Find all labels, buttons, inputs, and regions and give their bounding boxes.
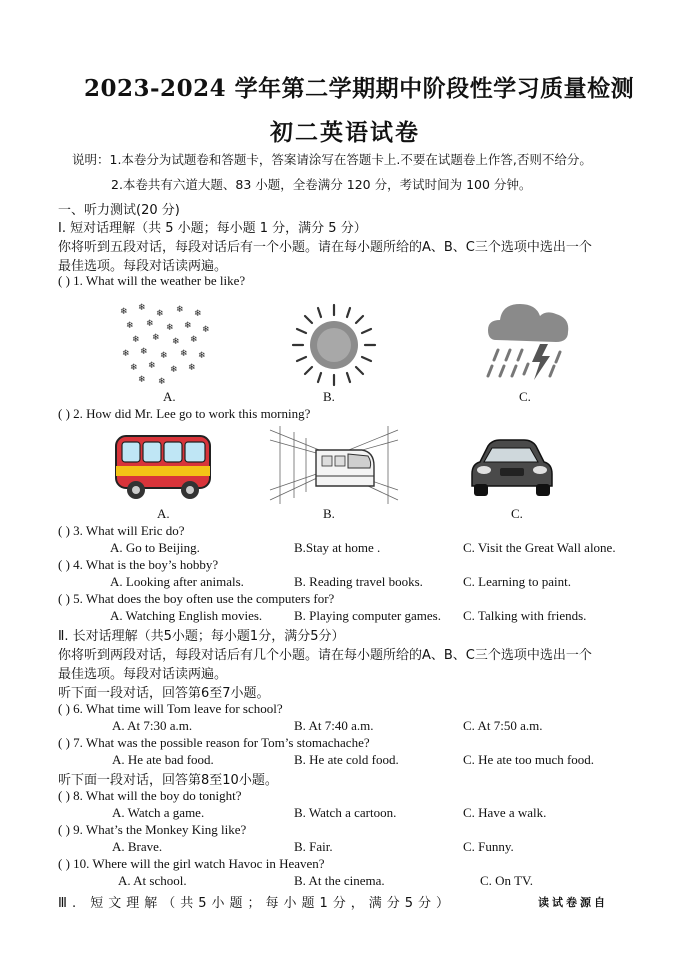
answer-blank[interactable]: ( ) (58, 406, 70, 421)
question-10 (58, 856, 325, 872)
answer-blank[interactable]: ( ) (58, 856, 70, 871)
q4-option-c: C. Learning to paint. (463, 574, 571, 589)
exam-note-2: 2.本卷共有六道大题、83 小题，全卷满分 120 分，考试时间为 100 分钟。 (111, 177, 532, 192)
svg-text:❄: ❄ (140, 347, 148, 357)
svg-text:❄: ❄ (126, 321, 134, 331)
answer-blank[interactable]: ( ) (58, 523, 70, 538)
q10-option-b: B. At the cinema. (294, 873, 385, 888)
exam-note-1: 说明：1.本卷分为试题卷和答题卡，答案请涂写在答题卡上.不要在试题卷上作答,否则不给分。 (72, 152, 592, 167)
q4-option-a: A. Looking after animals. (110, 574, 244, 589)
rain-cloud-image (484, 296, 574, 386)
cutoff-text: 读试卷源自 (538, 896, 608, 909)
svg-text:❄: ❄ (152, 333, 160, 343)
q9-option-b: B. Fair. (294, 839, 333, 854)
svg-text:❄: ❄ (202, 325, 210, 335)
q2-option-c-label: C. (511, 506, 523, 521)
bus-image (112, 430, 214, 502)
q7-option-a: A. He ate bad food. (112, 752, 214, 767)
snowflakes-image (118, 304, 208, 386)
exam-subtitle: 初二英语试卷 (270, 119, 420, 146)
question-8 (58, 788, 242, 804)
svg-text:❄: ❄ (148, 361, 156, 371)
q6-option-a: A. At 7:30 a.m. (112, 718, 193, 733)
svg-text:❄: ❄ (172, 337, 180, 347)
question-9 (58, 822, 246, 838)
part3-heading: Ⅲ. 短文理解（共5小题；每小题1分，满分5分） (58, 896, 455, 911)
svg-text:❄: ❄ (166, 323, 174, 333)
q8-option-b: B. Watch a cartoon. (294, 805, 397, 820)
svg-text:❄: ❄ (170, 365, 178, 375)
part2-instruction-line1: 你将听到两段对话，每段对话后有几个小题。请在每小题所给的A、B、C三个选项中选出一个 (58, 648, 592, 663)
section-heading-listening: 一、听力测试(20 分) (58, 203, 180, 218)
q5-option-a: A. Watching English movies. (110, 608, 263, 623)
svg-text:❄: ❄ (132, 335, 140, 345)
svg-text:❄: ❄ (158, 377, 166, 387)
q7-option-b: B. He ate cold food. (294, 752, 399, 767)
part2-instruction-line2: 最佳选项。每段对话读两遍。 (58, 667, 228, 682)
svg-text:❄: ❄ (138, 375, 146, 385)
svg-text:❄: ❄ (198, 351, 206, 361)
q7-option-c: C. He ate too much food. (463, 752, 595, 767)
q2-option-a-label: A. (157, 506, 170, 521)
svg-text:❄: ❄ (130, 363, 138, 373)
q10-option-c: C. On TV. (480, 873, 533, 888)
q3-option-b: B.Stay at home . (294, 540, 381, 555)
q3-option-c: C. Visit the Great Wall alone. (463, 540, 616, 555)
answer-blank[interactable]: ( ) (58, 557, 70, 572)
subway-train-image (270, 426, 398, 504)
answer-blank[interactable]: ( ) (58, 273, 70, 288)
question-5 (58, 591, 334, 607)
svg-text:❄: ❄ (184, 321, 192, 331)
question-1 (58, 273, 245, 289)
svg-text:❄: ❄ (156, 309, 164, 319)
part2-heading: Ⅱ. 长对话理解（共5小题；每小题1分，满分5分） (58, 629, 345, 644)
q9-option-c: C. Funny. (463, 839, 514, 854)
q10-option-a: A. At school. (118, 873, 187, 888)
question-6 (58, 701, 283, 717)
question-2 (58, 406, 310, 422)
svg-text:❄: ❄ (120, 307, 128, 317)
q9-option-a: A. Brave. (112, 839, 163, 854)
answer-blank[interactable]: ( ) (58, 788, 70, 803)
question-7 (58, 735, 370, 751)
q6-option-b: B. At 7:40 a.m. (294, 718, 374, 733)
dialog2-intro: 听下面一段对话，回答第8至10小题。 (58, 773, 278, 788)
question-text: 10. Where will the girl watch Havoc in Heaven? (73, 856, 325, 871)
svg-text:❄: ❄ (176, 305, 184, 315)
q1-option-a-label: A. (163, 389, 176, 404)
answer-blank[interactable]: ( ) (58, 822, 70, 837)
q8-option-c: C. Have a walk. (463, 805, 547, 820)
car-image (466, 434, 556, 500)
q1-option-b-label: B. (323, 389, 335, 404)
part1-instruction-line1: 你将听到五段对话，每段对话后有一个小题。请在每小题所给的A、B、C三个选项中选出一个 (58, 240, 592, 255)
exam-title: 2023-2024 学年第二学期期中阶段性学习质量检测 (84, 75, 635, 102)
q4-option-b: B. Reading travel books. (294, 574, 423, 589)
svg-text:❄: ❄ (146, 319, 154, 329)
question-text: 1. What will the weather be like? (73, 273, 246, 288)
answer-blank[interactable]: ( ) (58, 735, 70, 750)
question-text: 3. What will Eric do? (73, 523, 185, 538)
svg-text:❄: ❄ (188, 363, 196, 373)
svg-text:❄: ❄ (180, 349, 188, 359)
question-text: 5. What does the boy often use the computers for? (73, 591, 335, 606)
svg-text:❄: ❄ (160, 351, 168, 361)
question-text: 8. What will the boy do tonight? (73, 788, 242, 803)
dialog1-intro: 听下面一段对话，回答第6至7小题。 (58, 686, 270, 701)
q8-option-a: A. Watch a game. (112, 805, 205, 820)
question-text: 6. What time will Tom leave for school? (73, 701, 283, 716)
svg-text:❄: ❄ (122, 349, 130, 359)
q2-option-b-label: B. (323, 506, 335, 521)
svg-text:❄: ❄ (190, 335, 198, 345)
part1-instruction-line2: 最佳选项。每段对话读两遍。 (58, 259, 228, 274)
answer-blank[interactable]: ( ) (58, 701, 70, 716)
sun-image (289, 304, 379, 386)
question-text: 9. What’s the Monkey King like? (73, 822, 247, 837)
question-3 (58, 523, 184, 539)
q6-option-c: C. At 7:50 a.m. (463, 718, 543, 733)
q1-option-c-label: C. (519, 389, 531, 404)
svg-text:❄: ❄ (194, 309, 202, 319)
question-text: 7. What was the possible reason for Tom’s stomachache? (73, 735, 370, 750)
part1-heading: Ⅰ. 短对话理解（共 5 小题；每小题 1 分，满分 5 分） (58, 221, 367, 236)
q5-option-c: C. Talking with friends. (463, 608, 587, 623)
q5-option-b: B. Playing computer games. (294, 608, 441, 623)
question-text: 2. How did Mr. Lee go to work this morning? (73, 406, 311, 421)
q3-option-a: A. Go to Beijing. (110, 540, 200, 555)
svg-text:❄: ❄ (138, 303, 146, 313)
question-text: 4. What is the boy’s hobby? (73, 557, 219, 572)
question-4 (58, 557, 218, 573)
answer-blank[interactable]: ( ) (58, 591, 70, 606)
